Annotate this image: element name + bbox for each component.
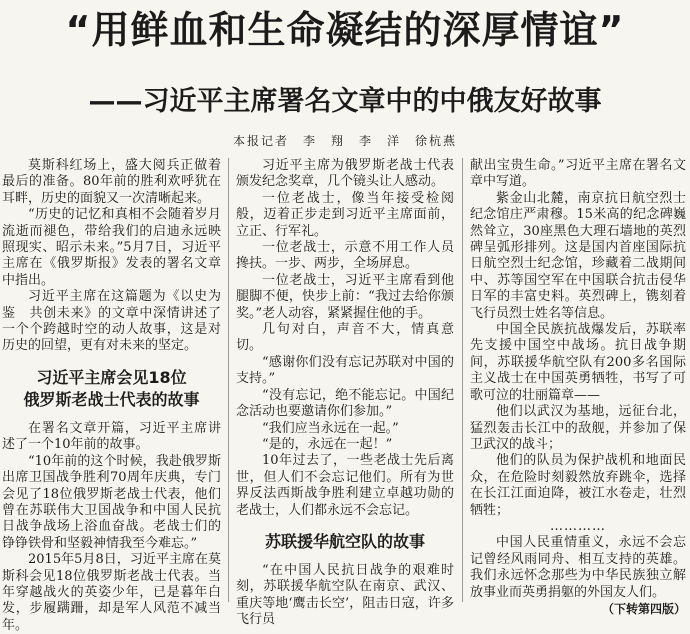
paragraph: 献出宝贵生命。”习近平主席在署名文章中写道。: [470, 158, 686, 190]
continued-note: （下转第四版）: [601, 601, 686, 616]
paragraph: “没有忘记，绝不能忘记。中国纪念活动也要邀请你们参加。”: [236, 387, 454, 420]
paragraph: 莫斯科红场上，盛大阅兵正做着最后的准备。80年前的胜利欢呼犹在耳畔，历史的面貌又一次清晰起来。: [2, 158, 221, 206]
paragraph: 在署名文章开篇，习近平主席讲述了一个10年前的故事。: [2, 420, 221, 453]
paragraph: 他们以武汉为基地，远征台北，猛烈轰击长江中的敌舰，并参加了保卫武汉的战斗；: [470, 404, 686, 452]
column-divider: [462, 158, 463, 602]
ellipsis-separator: …………: [550, 518, 606, 534]
section-title: [2, 367, 221, 411]
paragraph: “历史的记忆和真相不会随着岁月流逝而褪色，带给我们的启迪永远映照现实、昭示未来。”5月7日，习近平主席在《俄罗斯报》发表的署名文章中指出。: [2, 207, 221, 288]
paragraph: 习近平主席在这篇题为《以史为鉴 共创未来》的文章中深情讲述了一个个跨越时空的动人故事，这是对历史的回望，更有对未来的坚定。: [2, 289, 221, 354]
subheadline: ——习近平主席署名文章中的中俄友好故事: [88, 86, 602, 117]
article-column-1: [2, 158, 221, 634]
paragraph: 一位老战士，像当年接受检阅般，迈着正步走到习近平主席面前，立正、行军礼。: [236, 190, 454, 239]
paragraph: 中国人民重情重义，永远不会忘记曾经风雨同舟、相互支持的英雄。我们永远怀念那些为中华民族独立解放事业而英勇捐躯的外国友人们。: [470, 535, 686, 600]
paragraph: 2015年5月8日，习近平主席在莫斯科会见18位俄罗斯老战士代表。当年穿越战火的英姿少年，已是暮年白发，步履蹒跚，却是军人风范不减当年。: [2, 552, 221, 633]
paragraph: 一位老战士，示意不用工作人员搀扶。一步、两步，全场屏息。: [236, 240, 454, 272]
paragraph: 习近平主席为俄罗斯老战士代表颁发纪念奖章，几个镜头让人感动。: [236, 158, 454, 190]
paragraph: 紫金山北麓，南京抗日航空烈士纪念馆庄严肃穆。15米高的纪念碑巍然耸立，30座黑色大理石墙地的英烈碑呈弧形排列。这是国内首座国际抗日航空烈士纪念馆，珍藏着二战期间中、苏等国空军在中国联合抗击侵华日军的丰富史料。英烈碑上，镌刻着飞行员烈士姓名等信息。: [470, 190, 686, 321]
paragraph: 他们的队员为保护战机和地面民众，在危险时刻毅然放弃跳伞，选择在长江江面迫降，被江水卷走，壮烈牺牲；: [470, 453, 686, 518]
paragraph: 一位老战士，习近平主席看到他腿脚不便，快步上前：“我过去给你颁奖。”老人动容，紧紧握住他的手。: [236, 272, 454, 321]
article-column-3: [470, 158, 686, 617]
article-column-2: [236, 158, 454, 629]
column-divider: [228, 158, 229, 602]
section-title: [236, 531, 454, 553]
paragraph: 几句对白，声音不大，情真意切。: [236, 322, 454, 354]
paragraph: “感谢你们没有忘记苏联对中国的支持。”: [236, 354, 454, 387]
paragraph: “10年前的这个时候，我赴俄罗斯出席卫国战争胜利70周年庆典，专门会见了18位俄罗斯老战士代表，他们曾在苏联伟大卫国战争和中国人民抗日战争战场上浴血奋战。老战士们的铮铮铁骨和坚毅神情我至今难忘。”: [2, 453, 221, 551]
section-title-line: 习近平主席会见18位: [36, 367, 187, 387]
paragraph: “是的，永远在一起！”: [262, 436, 393, 452]
section-title-line: 俄罗斯老战士代表的故事: [23, 389, 200, 409]
paragraph: 中国全民族抗战爆发后，苏联率先支援中国空中战场。抗日战争期间，苏联援华航空队有200多名国际主义战士在中国英勇牺牲，书写了可歌可泣的壮丽篇章——: [470, 322, 686, 403]
paragraph: “我们应当永远在一起。”: [262, 420, 399, 436]
paragraph: 10年过去了，一些老战士先后离世，但人们不会忘记他们。所有为世界反法西斯战争胜利建立卓越功勋的老战士，人们都永远不会忘记。: [236, 453, 454, 518]
headline: “用鲜血和生命凝结的深厚情谊”: [65, 8, 625, 52]
byline: 本报记者 李 翔 李 洋 徐杭燕: [232, 134, 457, 148]
section-title-line: 苏联援华航空队的故事: [264, 531, 425, 551]
paragraph: “在中国人民抗日战争的艰难时刻，苏联援华航空队在南京、武汉、重庆等地‘鹰击长空’，阻击日寇，许多飞行员: [236, 562, 454, 628]
